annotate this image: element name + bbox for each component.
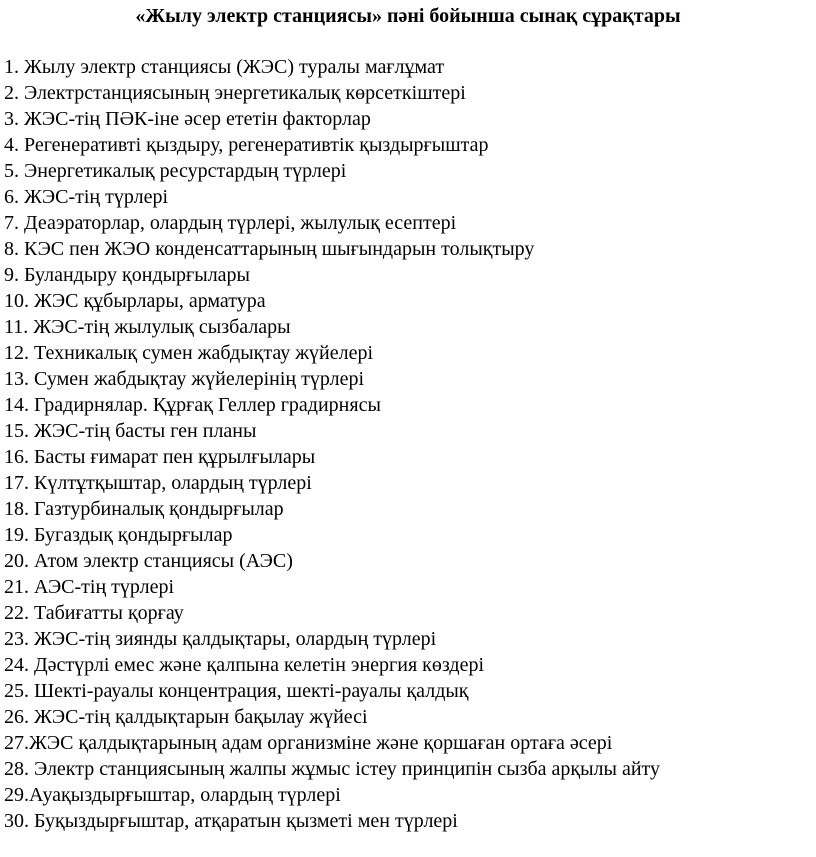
question-item-15: 15. ЖЭС-тің басты ген планы xyxy=(4,420,257,442)
question-item-13: 13. Сумен жабдықтау жүйелерінің түрлері xyxy=(4,368,365,390)
question-item-26: 26. ЖЭС-тің қалдықтарын бақылау жүйесі xyxy=(4,706,368,728)
question-item-2: 2. Электрстанциясының энергетикалық көрсеткіштері xyxy=(4,82,466,104)
question-item-8: 8. КЭС пен ЖЭО конденсаттарының шығындарын толықтыру xyxy=(4,238,535,260)
question-item-4: 4. Регенеративті қыздыру, регенеративтік қыздырғыштар xyxy=(4,134,489,156)
question-item-24: 24. Дәстүрлі емес және қалпына келетін энергия көздері xyxy=(4,654,485,676)
question-item-17: 17. Күлтұтқыштар, олардың түрлері xyxy=(4,472,312,494)
question-item-11: 11. ЖЭС-тің жылулық сызбалары xyxy=(4,316,291,338)
question-item-10: 10. ЖЭС құбырлары, арматура xyxy=(4,290,266,312)
question-item-20: 20. Атом электр станциясы (АЭС) xyxy=(4,550,293,572)
question-item-5: 5. Энергетикалық ресурстардың түрлері xyxy=(4,160,347,182)
question-item-25: 25. Шекті-рауалы концентрация, шекті-рауалы қалдық xyxy=(4,680,469,702)
question-item-1: 1. Жылу электр станциясы (ЖЭС) туралы мағлұмат xyxy=(4,56,445,78)
question-item-22: 22. Табиғатты қорғау xyxy=(4,602,184,624)
question-item-16: 16. Басты ғимарат пен құрылғылары xyxy=(4,446,316,468)
question-item-29: 29.Ауақыздырғыштар, олардың түрлері xyxy=(4,784,341,806)
question-item-9: 9. Буландыру қондырғылары xyxy=(4,264,250,286)
question-item-14: 14. Градирнялар. Құрғақ Геллер градирнясы xyxy=(4,394,381,416)
question-item-18: 18. Газтурбиналық қондырғылар xyxy=(4,498,284,520)
question-item-27: 27.ЖЭС қалдықтарының адам организміне және қоршаған ортаға әсері xyxy=(4,732,613,754)
question-list xyxy=(4,54,660,834)
question-item-7: 7. Деаэраторлар, олардың түрлері, жылулық есептері xyxy=(4,212,457,234)
question-item-12: 12. Техникалық сумен жабдықтау жүйелері xyxy=(4,342,374,364)
question-item-21: 21. АЭС-тің түрлері xyxy=(4,576,175,598)
document-title: «Жылу электр станциясы» пәні бойынша сынақ сұрақтары xyxy=(135,5,681,27)
question-item-28: 28. Электр станциясының жалпы жұмыс істеу принципін сызба арқылы айту xyxy=(4,758,661,780)
question-item-6: 6. ЖЭС-тің түрлері xyxy=(4,186,169,208)
question-item-3: 3. ЖЭС-тің ПӘК-іне әсер ететін факторлар xyxy=(4,108,371,130)
question-item-23: 23. ЖЭС-тің зиянды қалдықтары, олардың түрлері xyxy=(4,628,437,650)
question-item-30: 30. Буқыздырғыштар, атқаратын қызметі мен түрлері xyxy=(4,810,458,832)
question-item-19: 19. Бугаздық қондырғылар xyxy=(4,524,233,546)
